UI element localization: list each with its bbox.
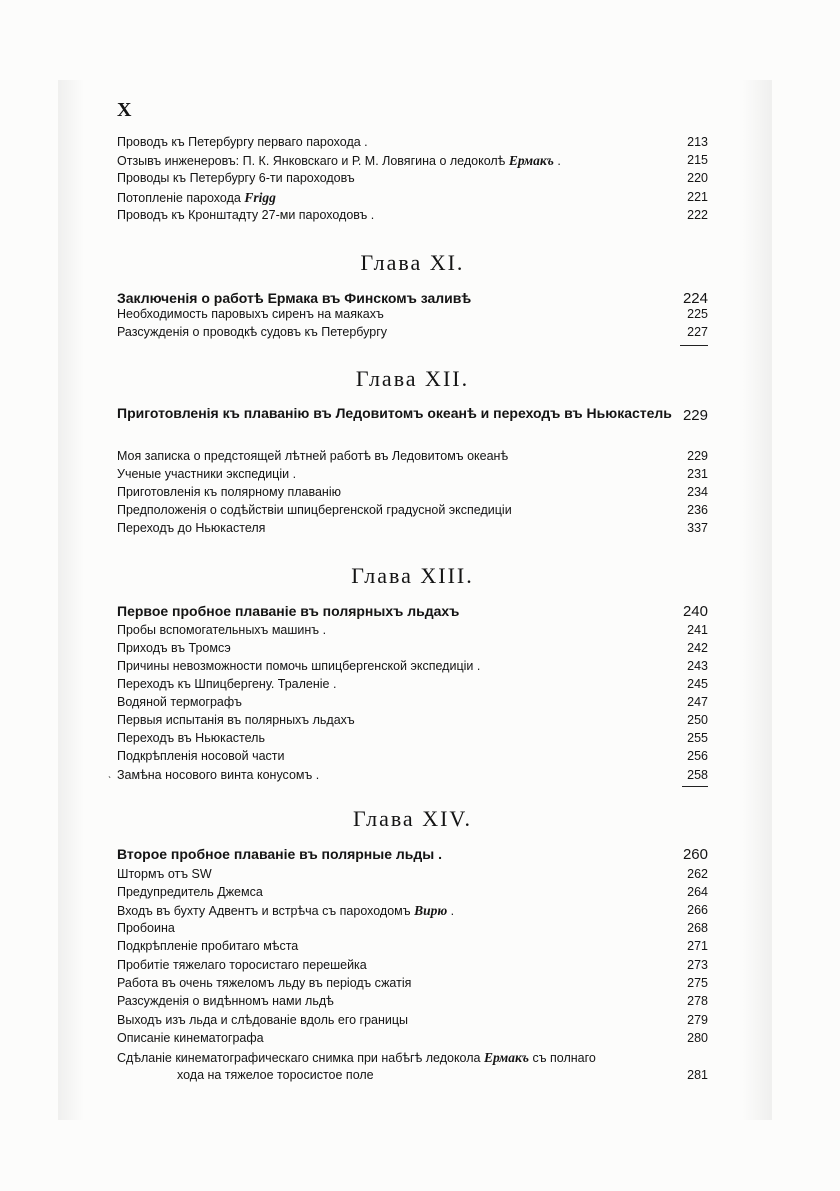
- entry-page: 243: [687, 659, 708, 673]
- toc-entry: [117, 170, 708, 187]
- toc-entry: [117, 152, 708, 170]
- entry-title: Штормъ отъ SW: [117, 867, 212, 881]
- entry-title: Предположенія о содѣйствіи шпицбергенской градусной экспедиціи: [117, 503, 512, 517]
- entry-page: 241: [687, 623, 708, 637]
- entry-page: 215: [687, 153, 708, 167]
- chapter-heading-xii: Глава XII.: [355, 366, 470, 391]
- entry-title: Пробы вспомогательныхъ машинъ .: [117, 623, 327, 637]
- toc-entry: [117, 484, 708, 501]
- entry-page: 266: [687, 903, 708, 917]
- scan-shadow-left: [58, 80, 84, 1120]
- chapter-main-entry: [117, 402, 708, 425]
- entry-page: 250: [687, 713, 708, 727]
- entry-title: Переходъ до Ньюкастеля: [117, 521, 266, 535]
- entry-title: Сдѣланіе кинематографическаго снимка при набѣгѣ ледокола Ермакъ съ полнаго хода на тяжелое торосистое поле: [117, 1050, 596, 1082]
- main-entry-page: 229: [682, 407, 708, 424]
- entry-title: Разсужденія о видѣнномъ нами льдѣ: [117, 994, 334, 1008]
- toc-entry: [117, 448, 708, 465]
- entry-title: Подкрѣпленія носовой части: [117, 749, 285, 763]
- main-entry-page: 260: [682, 846, 708, 863]
- main-entry-title: Первое пробное плаваніе въ полярныхъ льдахъ: [117, 603, 460, 619]
- toc-entry: [117, 866, 708, 883]
- chapter-heading-xi: Глава XI.: [360, 250, 465, 275]
- toc-entry: [117, 622, 708, 639]
- toc-entry: [117, 920, 708, 937]
- toc-entry-wrapped: [117, 1049, 708, 1085]
- entry-title: Переходъ къ Шпицбергену. Траленіе .: [117, 677, 337, 691]
- main-entry-page: 240: [682, 603, 708, 620]
- ship-name: Ермакъ: [508, 153, 554, 168]
- entry-title: Входъ въ бухту Адвентъ и встрѣча съ пароходомъ Вирю .: [117, 903, 455, 918]
- entry-title: Проводы къ Петербургу 6-ти пароходовъ: [117, 171, 355, 185]
- ship-name: Frigg: [244, 190, 276, 205]
- toc-entry: [117, 676, 708, 693]
- page-number: X: [117, 99, 132, 121]
- ink-mark: [680, 345, 708, 346]
- entry-title: Проводъ къ Петербургу перваго парохода .: [117, 135, 368, 149]
- entry-page: 229: [687, 449, 708, 463]
- toc-entry: [117, 1030, 708, 1047]
- entry-page: 281: [687, 1068, 708, 1082]
- entry-page: 236: [687, 503, 708, 517]
- toc-entry: [117, 520, 708, 537]
- toc-entry: [117, 640, 708, 657]
- toc-entry: [117, 134, 708, 151]
- entry-title: Подкрѣпленіе пробитаго мѣста: [117, 939, 299, 953]
- chapter-main-entry: [117, 845, 708, 864]
- chapter-heading-xiii: Глава XIII.: [351, 563, 474, 588]
- entry-page: 220: [687, 171, 708, 185]
- scan-shadow-right: [742, 80, 772, 1120]
- ship-name: Вирю: [414, 903, 448, 918]
- entry-page: 234: [687, 485, 708, 499]
- entry-page: 255: [687, 731, 708, 745]
- toc-entry: [117, 993, 708, 1010]
- ship-name: Ермакъ: [483, 1050, 530, 1065]
- main-entry-title: Заключенія о работѣ Ермака въ Финскомъ заливѣ: [117, 290, 472, 306]
- entry-page: 245: [687, 677, 708, 691]
- entry-page: 275: [687, 976, 708, 990]
- entry-title: Моя записка о предстоящей лѣтней работѣ въ Ледовитомъ океанѣ: [117, 449, 509, 463]
- entry-title: Описаніе кинематографа: [117, 1031, 264, 1045]
- toc-entry: [117, 324, 708, 341]
- toc-entry: [117, 712, 708, 729]
- entry-page: 278: [687, 994, 708, 1008]
- entry-page: 268: [687, 921, 708, 935]
- entry-page: 264: [687, 885, 708, 899]
- entry-page: 231: [687, 467, 708, 481]
- entry-title: Первыя испытанія въ полярныхъ льдахъ: [117, 713, 355, 727]
- entry-title: Предупредитель Джемса: [117, 885, 263, 899]
- entry-title: Пробоина: [117, 921, 175, 935]
- toc-entry: [117, 938, 708, 955]
- entry-page: 271: [687, 939, 708, 953]
- toc-entry: [117, 884, 708, 901]
- entry-page: 242: [687, 641, 708, 655]
- entry-title: Приходъ въ Тромсэ: [117, 641, 231, 655]
- entry-page: 227: [687, 325, 708, 339]
- toc-entry: [117, 189, 708, 207]
- toc-entry: [117, 658, 708, 675]
- main-entry-title: Второе пробное плаваніе въ полярные льды .: [117, 846, 443, 862]
- main-entry-page: 224: [682, 290, 708, 307]
- entry-page: 213: [687, 135, 708, 149]
- entry-title: Разсужденія о проводкѣ судовъ къ Петербургу: [117, 325, 388, 339]
- entry-page: 258: [687, 768, 708, 782]
- entry-page: 222: [687, 208, 708, 222]
- toc-entry: [117, 730, 708, 747]
- ink-speck: ˋ: [108, 776, 112, 787]
- entry-page: 256: [687, 749, 708, 763]
- entry-page: 262: [687, 867, 708, 881]
- entry-title: Приготовленія къ полярному плаванію: [117, 485, 341, 499]
- toc-entry: [117, 207, 708, 224]
- entry-continuation: хода на тяжелое торосистое поле: [177, 1068, 374, 1082]
- entry-page: 337: [687, 521, 708, 535]
- entry-title: Отзывъ инженеровъ: П. К. Янковскаго и Р. М. Ловягина о ледоколѣ Ермакъ .: [117, 153, 561, 168]
- entry-title: Выходъ изъ льда и слѣдованіе вдоль его границы: [117, 1013, 409, 1027]
- entry-title: Работа въ очень тяжеломъ льду въ періодъ сжатія: [117, 976, 412, 990]
- toc-entry: [117, 502, 708, 519]
- toc-entry: [117, 957, 708, 974]
- toc-entry: [117, 306, 708, 323]
- entry-title: Необходимость паровыхъ сиренъ на маякахъ: [117, 307, 384, 321]
- toc-entry: [117, 466, 708, 483]
- toc-entry: [117, 975, 708, 992]
- chapter-heading-xiv: Глава XIV.: [353, 806, 472, 831]
- entry-title: Пробитіе тяжелаго торосистаго перешейка: [117, 958, 367, 972]
- entry-title: Ученые участники экспедиціи .: [117, 467, 297, 481]
- entry-title: Переходъ въ Ньюкастель: [117, 731, 265, 745]
- ink-underline: [682, 786, 708, 787]
- chapter-main-entry: [117, 602, 708, 621]
- entry-page: 225: [687, 307, 708, 321]
- main-entry-title: Приготовленія къ плаванію въ Ледовитомъ океанѣ и переходъ въ Ньюкастель: [117, 405, 672, 421]
- entry-page: 221: [687, 190, 708, 204]
- entry-page: 247: [687, 695, 708, 709]
- entry-page: 280: [687, 1031, 708, 1045]
- entry-title: Потопленіе парохода Frigg: [117, 190, 276, 205]
- entry-title: Замѣна носового винта конусомъ .: [117, 768, 320, 782]
- toc-entry: [117, 748, 708, 765]
- entry-title: Причины невозможности помочь шпицбергенской экспедиціи .: [117, 659, 481, 673]
- entry-title: Водяной термографъ: [117, 695, 242, 709]
- toc-entry: [117, 1012, 708, 1029]
- toc-entry: [117, 902, 708, 920]
- entry-page: 279: [687, 1013, 708, 1027]
- toc-entry: [117, 767, 708, 784]
- entry-page: 273: [687, 958, 708, 972]
- entry-title: Проводъ къ Кронштадту 27-ми пароходовъ .: [117, 208, 375, 222]
- toc-entry: [117, 694, 708, 711]
